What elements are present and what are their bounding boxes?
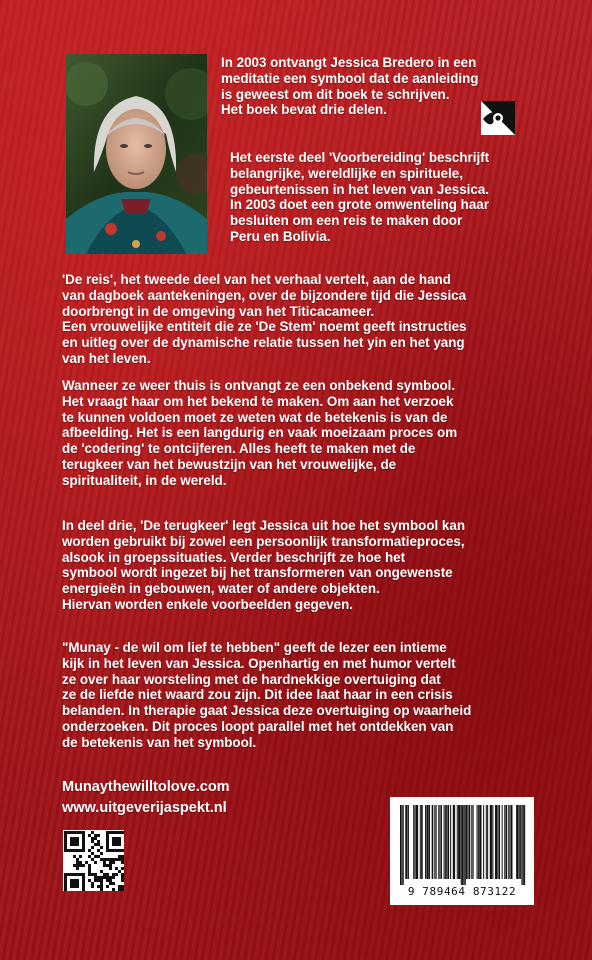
part-three-text: In deel drie, 'De terugkeer' legt Jessica uit hoe het symbool kan worden gebruikt bij zowel een persoonlijk transformatieproces, alsook in groepssituaties. Verder beschrijft ze hoe het symbool wordt ingezet bij het transformeren van ongewenste energieën in gebouwen, water of andere objekten. Hiervan worden enkele voorbeelden gegeven. bbox=[62, 518, 466, 612]
part-two-text: 'De reis', het tweede deel van het verhaal vertelt, aan de hand van dagboek aantekeningen, over de bijzondere tijd die Jessica doorbrengt in de omgeving van het Titicacameer. Een vrouwelijke entiteit die ze 'De Stem' noemt geeft instructies en uitleg over de dynamische relatie tussen het yin en het yang van het leven. bbox=[62, 272, 467, 366]
part-one-text: Het eerste deel 'Voorbereiding' beschrijft belangrijke, wereldlijke en spirituele, gebeurtenissen in het leven van Jessica. In 2003 doet een grote omwenteling haar besluiten om een reis te maken door Peru en Bolivia. bbox=[230, 150, 490, 244]
isbn-barcode bbox=[390, 797, 534, 905]
symbol-text: Wanneer ze weer thuis is ontvangt ze een onbekend symbool. Het vraagt haar om het bekend te maken. Om aan het verzoek te kunnen voldoen moet ze weten wat de betekenis is van de afbeelding. Het is een langdurig en vaak moeizaam proces om de 'codering' te ontcijferen. Alles heeft te maken met de terugkeer van het bewustzijn van het vrouwelijke, de spiritualiteit, in de wereld. bbox=[62, 378, 458, 488]
author-portrait-image bbox=[66, 54, 207, 254]
intro-text: In 2003 ontvangt Jessica Bredero in een meditatie een symbool dat de aanleiding is geweest om dit boek te schrijven. Het boek bevat drie delen. bbox=[221, 55, 479, 118]
munay-text: "Munay - de wil om lief te hebben" geeft de lezer een intieme kijk in het leven van Jessica. Openhartig en met humor vertelt ze over haar worsteling met de hardnekkige overtuiging dat ze de liefde niet waard zou zijn. Dit idee laat haar in een crisis belanden. In therapie gaat Jessica deze overtuiging op waarheid onderzoeken. Dit proces loopt parallel met het ontdekken van de betekenis van het symbool. bbox=[62, 640, 472, 750]
symbol-emblem bbox=[481, 101, 515, 135]
website-munay: Munaythewilltolove.com bbox=[62, 779, 230, 795]
qr-code bbox=[63, 830, 124, 891]
isbn-number: 9 789464 873122 bbox=[407, 885, 517, 898]
symbol-icon bbox=[481, 101, 515, 135]
author-photo bbox=[66, 54, 207, 254]
qr-code-image bbox=[63, 830, 124, 891]
website-publisher: www.uitgeverijaspekt.nl bbox=[62, 800, 227, 816]
